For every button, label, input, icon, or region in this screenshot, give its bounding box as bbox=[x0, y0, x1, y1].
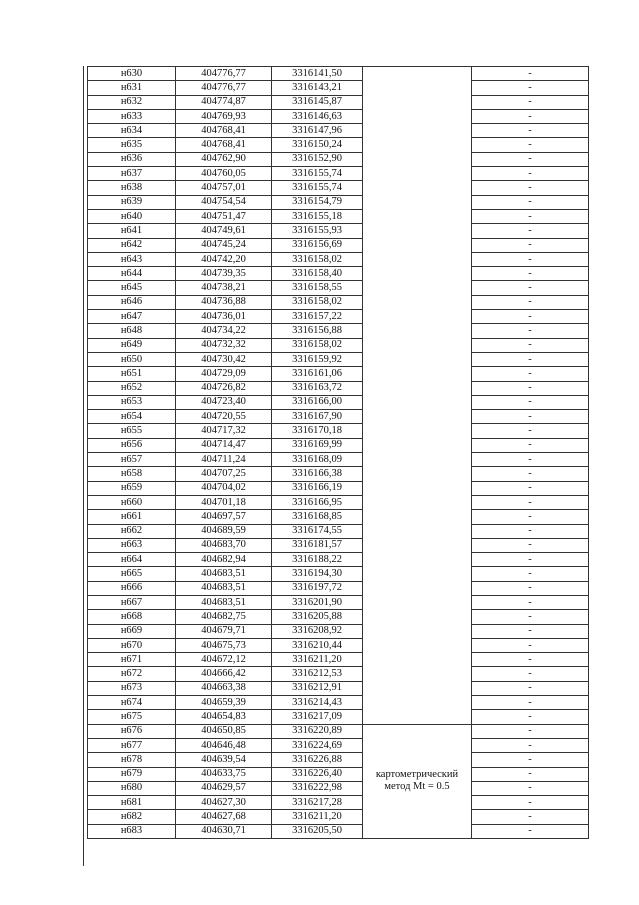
method-cell-empty bbox=[363, 67, 472, 725]
x-coordinate-cell: 404627,30 bbox=[176, 796, 272, 810]
error-value-cell: - bbox=[472, 538, 589, 552]
table-row bbox=[88, 610, 589, 624]
point-name-cell: н682 bbox=[88, 810, 176, 824]
error-value-cell: - bbox=[472, 338, 589, 352]
y-coordinate-cell: 3316169,99 bbox=[272, 438, 363, 452]
x-coordinate-cell: 404646,48 bbox=[176, 738, 272, 752]
point-name-cell: н668 bbox=[88, 610, 176, 624]
point-name-cell: н636 bbox=[88, 152, 176, 166]
point-name-cell: н670 bbox=[88, 638, 176, 652]
point-name-cell: н653 bbox=[88, 395, 176, 409]
error-value-cell: - bbox=[472, 681, 589, 695]
table-row bbox=[88, 810, 589, 824]
y-coordinate-cell: 3316170,18 bbox=[272, 424, 363, 438]
error-value-cell: - bbox=[472, 781, 589, 795]
y-coordinate-cell: 3316158,40 bbox=[272, 267, 363, 281]
error-value-cell: - bbox=[472, 510, 589, 524]
point-name-cell: н674 bbox=[88, 696, 176, 710]
y-coordinate-cell: 3316214,43 bbox=[272, 696, 363, 710]
y-coordinate-cell: 3316141,50 bbox=[272, 67, 363, 81]
x-coordinate-cell: 404745,24 bbox=[176, 238, 272, 252]
y-coordinate-cell: 3316143,21 bbox=[272, 81, 363, 95]
x-coordinate-cell: 404769,93 bbox=[176, 109, 272, 123]
point-name-cell: н669 bbox=[88, 624, 176, 638]
point-name-cell: н646 bbox=[88, 295, 176, 309]
error-value-cell: - bbox=[472, 238, 589, 252]
y-coordinate-cell: 3316205,88 bbox=[272, 610, 363, 624]
y-coordinate-cell: 3316210,44 bbox=[272, 638, 363, 652]
error-value-cell: - bbox=[472, 295, 589, 309]
point-name-cell: н656 bbox=[88, 438, 176, 452]
point-name-cell: н640 bbox=[88, 209, 176, 223]
table-row bbox=[88, 767, 589, 781]
error-value-cell: - bbox=[472, 95, 589, 109]
error-value-cell: - bbox=[472, 595, 589, 609]
table-row bbox=[88, 624, 589, 638]
y-coordinate-cell: 3316147,96 bbox=[272, 124, 363, 138]
point-name-cell: н639 bbox=[88, 195, 176, 209]
error-value-cell: - bbox=[472, 124, 589, 138]
table-row bbox=[88, 152, 589, 166]
point-name-cell: н661 bbox=[88, 510, 176, 524]
y-coordinate-cell: 3316168,09 bbox=[272, 453, 363, 467]
point-name-cell: н654 bbox=[88, 410, 176, 424]
point-name-cell: н680 bbox=[88, 781, 176, 795]
x-coordinate-cell: 404757,01 bbox=[176, 181, 272, 195]
error-value-cell: - bbox=[472, 181, 589, 195]
table-row bbox=[88, 238, 589, 252]
point-name-cell: н655 bbox=[88, 424, 176, 438]
table-row bbox=[88, 595, 589, 609]
table-row bbox=[88, 310, 589, 324]
y-coordinate-cell: 3316150,24 bbox=[272, 138, 363, 152]
error-value-cell: - bbox=[472, 310, 589, 324]
x-coordinate-cell: 404730,42 bbox=[176, 352, 272, 366]
x-coordinate-cell: 404679,71 bbox=[176, 624, 272, 638]
error-value-cell: - bbox=[472, 367, 589, 381]
point-name-cell: н635 bbox=[88, 138, 176, 152]
point-name-cell: н630 bbox=[88, 67, 176, 81]
y-coordinate-cell: 3316166,38 bbox=[272, 467, 363, 481]
point-name-cell: н659 bbox=[88, 481, 176, 495]
error-value-cell: - bbox=[472, 824, 589, 838]
x-coordinate-cell: 404739,35 bbox=[176, 267, 272, 281]
table-row bbox=[88, 453, 589, 467]
error-value-cell: - bbox=[472, 138, 589, 152]
point-name-cell: н637 bbox=[88, 167, 176, 181]
table-row bbox=[88, 696, 589, 710]
error-value-cell: - bbox=[472, 810, 589, 824]
point-name-cell: н675 bbox=[88, 710, 176, 724]
y-coordinate-cell: 3316163,72 bbox=[272, 381, 363, 395]
method-line-1: картометрический bbox=[375, 769, 459, 781]
y-coordinate-cell: 3316167,90 bbox=[272, 410, 363, 424]
point-name-cell: н648 bbox=[88, 324, 176, 338]
error-value-cell: - bbox=[472, 738, 589, 752]
table-row bbox=[88, 381, 589, 395]
point-name-cell: н643 bbox=[88, 252, 176, 266]
point-name-cell: н644 bbox=[88, 267, 176, 281]
y-coordinate-cell: 3316181,57 bbox=[272, 538, 363, 552]
point-name-cell: н641 bbox=[88, 224, 176, 238]
error-value-cell: - bbox=[472, 410, 589, 424]
table-row bbox=[88, 367, 589, 381]
error-value-cell: - bbox=[472, 453, 589, 467]
table-row bbox=[88, 324, 589, 338]
x-coordinate-cell: 404738,21 bbox=[176, 281, 272, 295]
x-coordinate-cell: 404749,61 bbox=[176, 224, 272, 238]
error-value-cell: - bbox=[472, 567, 589, 581]
error-value-cell: - bbox=[472, 209, 589, 223]
table-row bbox=[88, 267, 589, 281]
table-row bbox=[88, 167, 589, 181]
table-row bbox=[88, 395, 589, 409]
x-coordinate-cell: 404717,32 bbox=[176, 424, 272, 438]
x-coordinate-cell: 404754,54 bbox=[176, 195, 272, 209]
point-name-cell: н647 bbox=[88, 310, 176, 324]
error-value-cell: - bbox=[472, 638, 589, 652]
error-value-cell: - bbox=[472, 438, 589, 452]
table-row bbox=[88, 524, 589, 538]
table-row bbox=[88, 753, 589, 767]
table-row bbox=[88, 109, 589, 123]
table-row bbox=[88, 67, 589, 81]
x-coordinate-cell: 404659,39 bbox=[176, 696, 272, 710]
error-value-cell: - bbox=[472, 796, 589, 810]
x-coordinate-cell: 404683,51 bbox=[176, 567, 272, 581]
table-row bbox=[88, 438, 589, 452]
table-row bbox=[88, 638, 589, 652]
x-coordinate-cell: 404697,57 bbox=[176, 510, 272, 524]
x-coordinate-cell: 404627,68 bbox=[176, 810, 272, 824]
y-coordinate-cell: 3316146,63 bbox=[272, 109, 363, 123]
error-value-cell: - bbox=[472, 424, 589, 438]
error-value-cell: - bbox=[472, 667, 589, 681]
y-coordinate-cell: 3316155,74 bbox=[272, 167, 363, 181]
x-coordinate-cell: 404682,94 bbox=[176, 553, 272, 567]
error-value-cell: - bbox=[472, 81, 589, 95]
coordinates-table bbox=[87, 66, 589, 839]
error-value-cell: - bbox=[472, 67, 589, 81]
x-coordinate-cell: 404742,20 bbox=[176, 252, 272, 266]
y-coordinate-cell: 3316197,72 bbox=[272, 581, 363, 595]
y-coordinate-cell: 3316217,09 bbox=[272, 710, 363, 724]
x-coordinate-cell: 404768,41 bbox=[176, 138, 272, 152]
point-name-cell: н657 bbox=[88, 453, 176, 467]
x-coordinate-cell: 404762,90 bbox=[176, 152, 272, 166]
table-row bbox=[88, 824, 589, 838]
point-name-cell: н683 bbox=[88, 824, 176, 838]
y-coordinate-cell: 3316212,91 bbox=[272, 681, 363, 695]
point-name-cell: н665 bbox=[88, 567, 176, 581]
y-coordinate-cell: 3316155,93 bbox=[272, 224, 363, 238]
point-name-cell: н649 bbox=[88, 338, 176, 352]
y-coordinate-cell: 3316158,02 bbox=[272, 338, 363, 352]
error-value-cell: - bbox=[472, 467, 589, 481]
table-row bbox=[88, 738, 589, 752]
error-value-cell: - bbox=[472, 395, 589, 409]
table-row bbox=[88, 495, 589, 509]
table-row bbox=[88, 138, 589, 152]
x-coordinate-cell: 404689,59 bbox=[176, 524, 272, 538]
table-row bbox=[88, 281, 589, 295]
x-coordinate-cell: 404701,18 bbox=[176, 495, 272, 509]
x-coordinate-cell: 404683,51 bbox=[176, 581, 272, 595]
point-name-cell: н671 bbox=[88, 653, 176, 667]
error-value-cell: - bbox=[472, 167, 589, 181]
point-name-cell: н663 bbox=[88, 538, 176, 552]
y-coordinate-cell: 3316156,69 bbox=[272, 238, 363, 252]
error-value-cell: - bbox=[472, 624, 589, 638]
point-name-cell: н667 bbox=[88, 595, 176, 609]
point-name-cell: н660 bbox=[88, 495, 176, 509]
error-value-cell: - bbox=[472, 281, 589, 295]
x-coordinate-cell: 404682,75 bbox=[176, 610, 272, 624]
error-value-cell: - bbox=[472, 581, 589, 595]
table-row bbox=[88, 81, 589, 95]
table-row bbox=[88, 95, 589, 109]
y-coordinate-cell: 3316220,89 bbox=[272, 724, 363, 738]
x-coordinate-cell: 404630,71 bbox=[176, 824, 272, 838]
x-coordinate-cell: 404654,83 bbox=[176, 710, 272, 724]
error-value-cell: - bbox=[472, 696, 589, 710]
x-coordinate-cell: 404720,55 bbox=[176, 410, 272, 424]
error-value-cell: - bbox=[472, 152, 589, 166]
x-coordinate-cell: 404704,02 bbox=[176, 481, 272, 495]
point-name-cell: н633 bbox=[88, 109, 176, 123]
table-row bbox=[88, 124, 589, 138]
y-coordinate-cell: 3316217,28 bbox=[272, 796, 363, 810]
x-coordinate-cell: 404639,54 bbox=[176, 753, 272, 767]
coordinates-table-body bbox=[88, 67, 589, 839]
table-row bbox=[88, 295, 589, 309]
x-coordinate-cell: 404776,77 bbox=[176, 67, 272, 81]
point-name-cell: н676 bbox=[88, 724, 176, 738]
error-value-cell: - bbox=[472, 109, 589, 123]
x-coordinate-cell: 404629,57 bbox=[176, 781, 272, 795]
error-value-cell: - bbox=[472, 767, 589, 781]
point-name-cell: н632 bbox=[88, 95, 176, 109]
error-value-cell: - bbox=[472, 710, 589, 724]
x-coordinate-cell: 404729,09 bbox=[176, 367, 272, 381]
x-coordinate-cell: 404707,25 bbox=[176, 467, 272, 481]
table-row bbox=[88, 352, 589, 366]
y-coordinate-cell: 3316222,98 bbox=[272, 781, 363, 795]
error-value-cell: - bbox=[472, 524, 589, 538]
table-row bbox=[88, 553, 589, 567]
y-coordinate-cell: 3316212,53 bbox=[272, 667, 363, 681]
table-row bbox=[88, 481, 589, 495]
y-coordinate-cell: 3316224,69 bbox=[272, 738, 363, 752]
table-row bbox=[88, 467, 589, 481]
error-value-cell: - bbox=[472, 252, 589, 266]
y-coordinate-cell: 3316152,90 bbox=[272, 152, 363, 166]
table-row bbox=[88, 410, 589, 424]
point-name-cell: н673 bbox=[88, 681, 176, 695]
table-row bbox=[88, 424, 589, 438]
y-coordinate-cell: 3316174,55 bbox=[272, 524, 363, 538]
point-name-cell: н672 bbox=[88, 667, 176, 681]
error-value-cell: - bbox=[472, 267, 589, 281]
table-row bbox=[88, 667, 589, 681]
point-name-cell: н631 bbox=[88, 81, 176, 95]
y-coordinate-cell: 3316194,30 bbox=[272, 567, 363, 581]
x-coordinate-cell: 404675,73 bbox=[176, 638, 272, 652]
table-row bbox=[88, 338, 589, 352]
error-value-cell: - bbox=[472, 224, 589, 238]
table-row bbox=[88, 781, 589, 795]
point-name-cell: н681 bbox=[88, 796, 176, 810]
x-coordinate-cell: 404663,38 bbox=[176, 681, 272, 695]
error-value-cell: - bbox=[472, 753, 589, 767]
table-row bbox=[88, 796, 589, 810]
y-coordinate-cell: 3316166,95 bbox=[272, 495, 363, 509]
y-coordinate-cell: 3316208,92 bbox=[272, 624, 363, 638]
error-value-cell: - bbox=[472, 653, 589, 667]
point-name-cell: н652 bbox=[88, 381, 176, 395]
y-coordinate-cell: 3316205,50 bbox=[272, 824, 363, 838]
error-value-cell: - bbox=[472, 610, 589, 624]
table-row bbox=[88, 181, 589, 195]
x-coordinate-cell: 404768,41 bbox=[176, 124, 272, 138]
error-value-cell: - bbox=[472, 352, 589, 366]
y-coordinate-cell: 3316166,19 bbox=[272, 481, 363, 495]
point-name-cell: н679 bbox=[88, 767, 176, 781]
table-row bbox=[88, 209, 589, 223]
error-value-cell: - bbox=[472, 195, 589, 209]
x-coordinate-cell: 404672,12 bbox=[176, 653, 272, 667]
table-row bbox=[88, 653, 589, 667]
x-coordinate-cell: 404711,24 bbox=[176, 453, 272, 467]
y-coordinate-cell: 3316211,20 bbox=[272, 653, 363, 667]
x-coordinate-cell: 404751,47 bbox=[176, 209, 272, 223]
point-name-cell: н634 bbox=[88, 124, 176, 138]
x-coordinate-cell: 404736,01 bbox=[176, 310, 272, 324]
point-name-cell: н664 bbox=[88, 553, 176, 567]
y-coordinate-cell: 3316159,92 bbox=[272, 352, 363, 366]
point-name-cell: н666 bbox=[88, 581, 176, 595]
error-value-cell: - bbox=[472, 553, 589, 567]
point-name-cell: н677 bbox=[88, 738, 176, 752]
error-value-cell: - bbox=[472, 324, 589, 338]
table-row bbox=[88, 710, 589, 724]
y-coordinate-cell: 3316188,22 bbox=[272, 553, 363, 567]
point-name-cell: н662 bbox=[88, 524, 176, 538]
y-coordinate-cell: 3316145,87 bbox=[272, 95, 363, 109]
page-margin-rule bbox=[83, 66, 84, 866]
table-row bbox=[88, 724, 589, 738]
x-coordinate-cell: 404633,75 bbox=[176, 767, 272, 781]
x-coordinate-cell: 404683,70 bbox=[176, 538, 272, 552]
table-row bbox=[88, 510, 589, 524]
x-coordinate-cell: 404726,82 bbox=[176, 381, 272, 395]
error-value-cell: - bbox=[472, 381, 589, 395]
point-name-cell: н638 bbox=[88, 181, 176, 195]
y-coordinate-cell: 3316201,90 bbox=[272, 595, 363, 609]
error-value-cell: - bbox=[472, 495, 589, 509]
table-row bbox=[88, 224, 589, 238]
table-row bbox=[88, 195, 589, 209]
table-row bbox=[88, 581, 589, 595]
point-name-cell: н645 bbox=[88, 281, 176, 295]
table-row bbox=[88, 538, 589, 552]
method-cell bbox=[363, 724, 472, 838]
y-coordinate-cell: 3316158,02 bbox=[272, 252, 363, 266]
point-name-cell: н658 bbox=[88, 467, 176, 481]
x-coordinate-cell: 404776,77 bbox=[176, 81, 272, 95]
table-row bbox=[88, 567, 589, 581]
y-coordinate-cell: 3316155,74 bbox=[272, 181, 363, 195]
y-coordinate-cell: 3316161,06 bbox=[272, 367, 363, 381]
error-value-cell: - bbox=[472, 481, 589, 495]
y-coordinate-cell: 3316158,02 bbox=[272, 295, 363, 309]
y-coordinate-cell: 3316168,85 bbox=[272, 510, 363, 524]
table-row bbox=[88, 681, 589, 695]
y-coordinate-cell: 3316211,20 bbox=[272, 810, 363, 824]
x-coordinate-cell: 404734,22 bbox=[176, 324, 272, 338]
point-name-cell: н651 bbox=[88, 367, 176, 381]
y-coordinate-cell: 3316154,79 bbox=[272, 195, 363, 209]
x-coordinate-cell: 404732,32 bbox=[176, 338, 272, 352]
x-coordinate-cell: 404650,85 bbox=[176, 724, 272, 738]
x-coordinate-cell: 404666,42 bbox=[176, 667, 272, 681]
y-coordinate-cell: 3316166,00 bbox=[272, 395, 363, 409]
point-name-cell: н678 bbox=[88, 753, 176, 767]
method-line-2: метод Mt = 0.5 bbox=[384, 781, 450, 793]
x-coordinate-cell: 404683,51 bbox=[176, 595, 272, 609]
table-row bbox=[88, 252, 589, 266]
y-coordinate-cell: 3316155,18 bbox=[272, 209, 363, 223]
x-coordinate-cell: 404736,88 bbox=[176, 295, 272, 309]
point-name-cell: н650 bbox=[88, 352, 176, 366]
y-coordinate-cell: 3316156,88 bbox=[272, 324, 363, 338]
point-name-cell: н642 bbox=[88, 238, 176, 252]
y-coordinate-cell: 3316157,22 bbox=[272, 310, 363, 324]
x-coordinate-cell: 404760,05 bbox=[176, 167, 272, 181]
error-value-cell: - bbox=[472, 724, 589, 738]
x-coordinate-cell: 404714,47 bbox=[176, 438, 272, 452]
y-coordinate-cell: 3316158,55 bbox=[272, 281, 363, 295]
y-coordinate-cell: 3316226,40 bbox=[272, 767, 363, 781]
y-coordinate-cell: 3316226,88 bbox=[272, 753, 363, 767]
x-coordinate-cell: 404723,40 bbox=[176, 395, 272, 409]
x-coordinate-cell: 404774,87 bbox=[176, 95, 272, 109]
